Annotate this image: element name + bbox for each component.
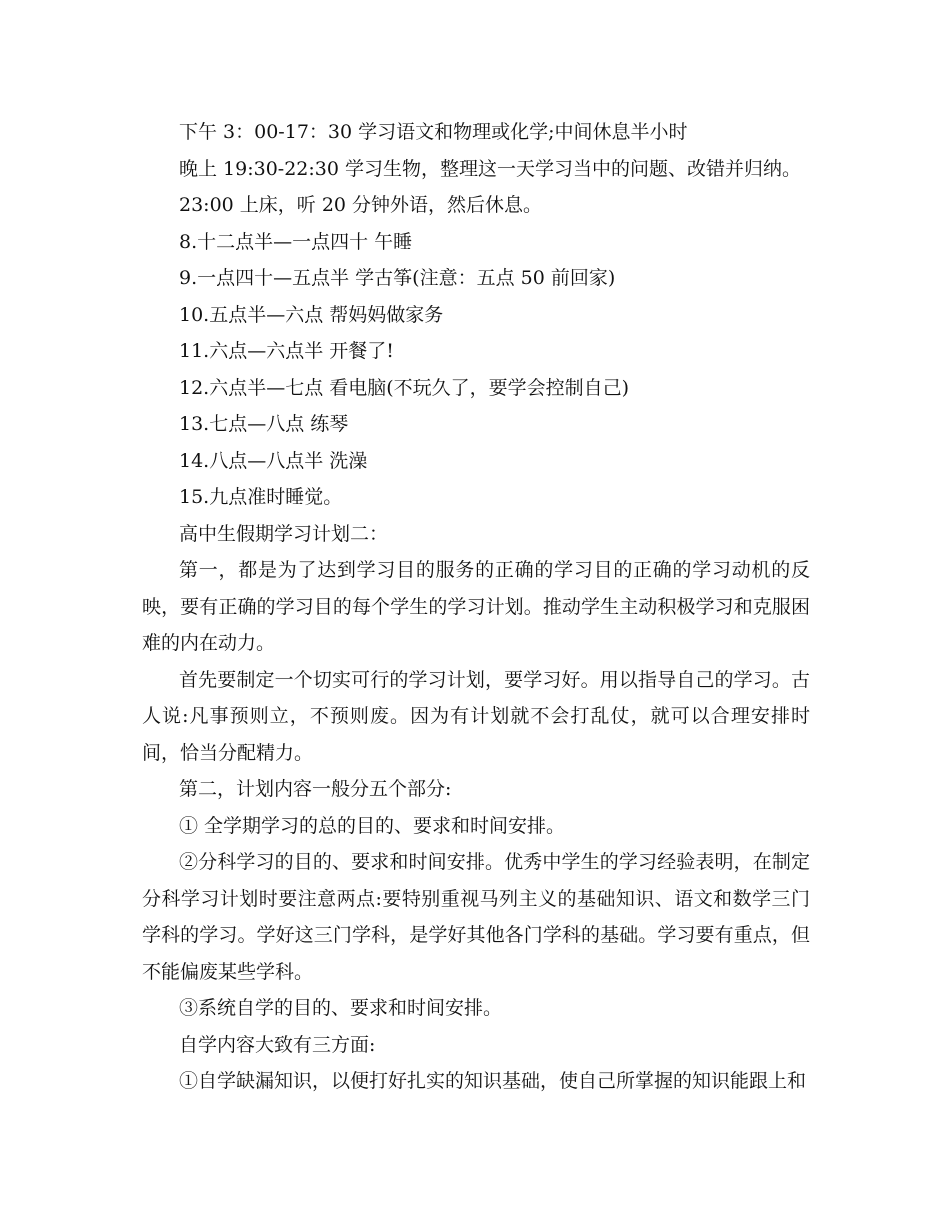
paragraph-second: 第二，计划内容一般分五个部分: xyxy=(179,778,452,800)
schedule-line-afternoon: 下午 3：00-17：30 学习语文和物理或化学;中间休息半小时 xyxy=(179,121,688,143)
section-heading: 高中生假期学习计划二： xyxy=(179,522,389,545)
schedule-item-10: 10.五点半—六点 帮妈妈做家务 xyxy=(179,303,444,326)
schedule-item-12: 12.六点半—七点 看电脑(不玩久了，要学会控制自己) xyxy=(179,376,630,399)
list-item-2: ②分科学习的目的、要求和时间安排。优秀中学生的学习经验表明，在制定分科学习计划时要注意两点:要特别重视马列主义的基础知识、语文和数学三门学科的学习。学好这三门学科，是学好其他各门学科的基础。学习要有重点，但不能偏废某些学科。 xyxy=(142,851,810,983)
document-body xyxy=(142,114,810,1100)
schedule-line-evening: 晚上 19:30-22:30 学习生物，整理这一天学习当中的问题、改错并归纳。 xyxy=(179,157,802,180)
schedule-item-8: 8.十二点半—一点四十 午睡 xyxy=(179,230,413,253)
schedule-line-bedtime: 23:00 上床，听 20 分钟外语，然后休息。 xyxy=(179,194,543,216)
schedule-item-15: 15.九点准时睡觉。 xyxy=(179,486,343,508)
list-item-3: ③系统自学的目的、要求和时间安排。 xyxy=(179,997,503,1019)
self-study-intro: 自学内容大致有三方面: xyxy=(179,1033,376,1056)
schedule-item-13: 13.七点—八点 练琴 xyxy=(179,413,349,435)
list-item-1: ① 全学期学习的总的目的、要求和时间安排。 xyxy=(179,814,566,837)
self-study-item-1: ①自学缺漏知识，以便打好扎实的知识基础，使自己所掌握的知识能跟上和 xyxy=(179,1070,807,1092)
schedule-item-11: 11.六点—六点半 开餐了! xyxy=(179,340,394,362)
paragraph-first: 第一，都是为了达到学习目的服务的正确的学习目的正确的学习动机的反映，要有正确的学习目的每个学生的学习计划。推动学生主动积极学习和克服困难的内在动力。 xyxy=(142,559,810,654)
schedule-item-9: 9.一点四十—五点半 学古筝(注意：五点 50 前回家) xyxy=(179,267,616,289)
schedule-item-14: 14.八点—八点半 洗澡 xyxy=(179,449,368,472)
paragraph-planning: 首先要制定一个切实可行的学习计划，要学习好。用以指导自己的学习。古人说:凡事预则立，不预则废。因为有计划就不会打乱仗，就可以合理安排时间，恰当分配精力。 xyxy=(142,668,810,764)
